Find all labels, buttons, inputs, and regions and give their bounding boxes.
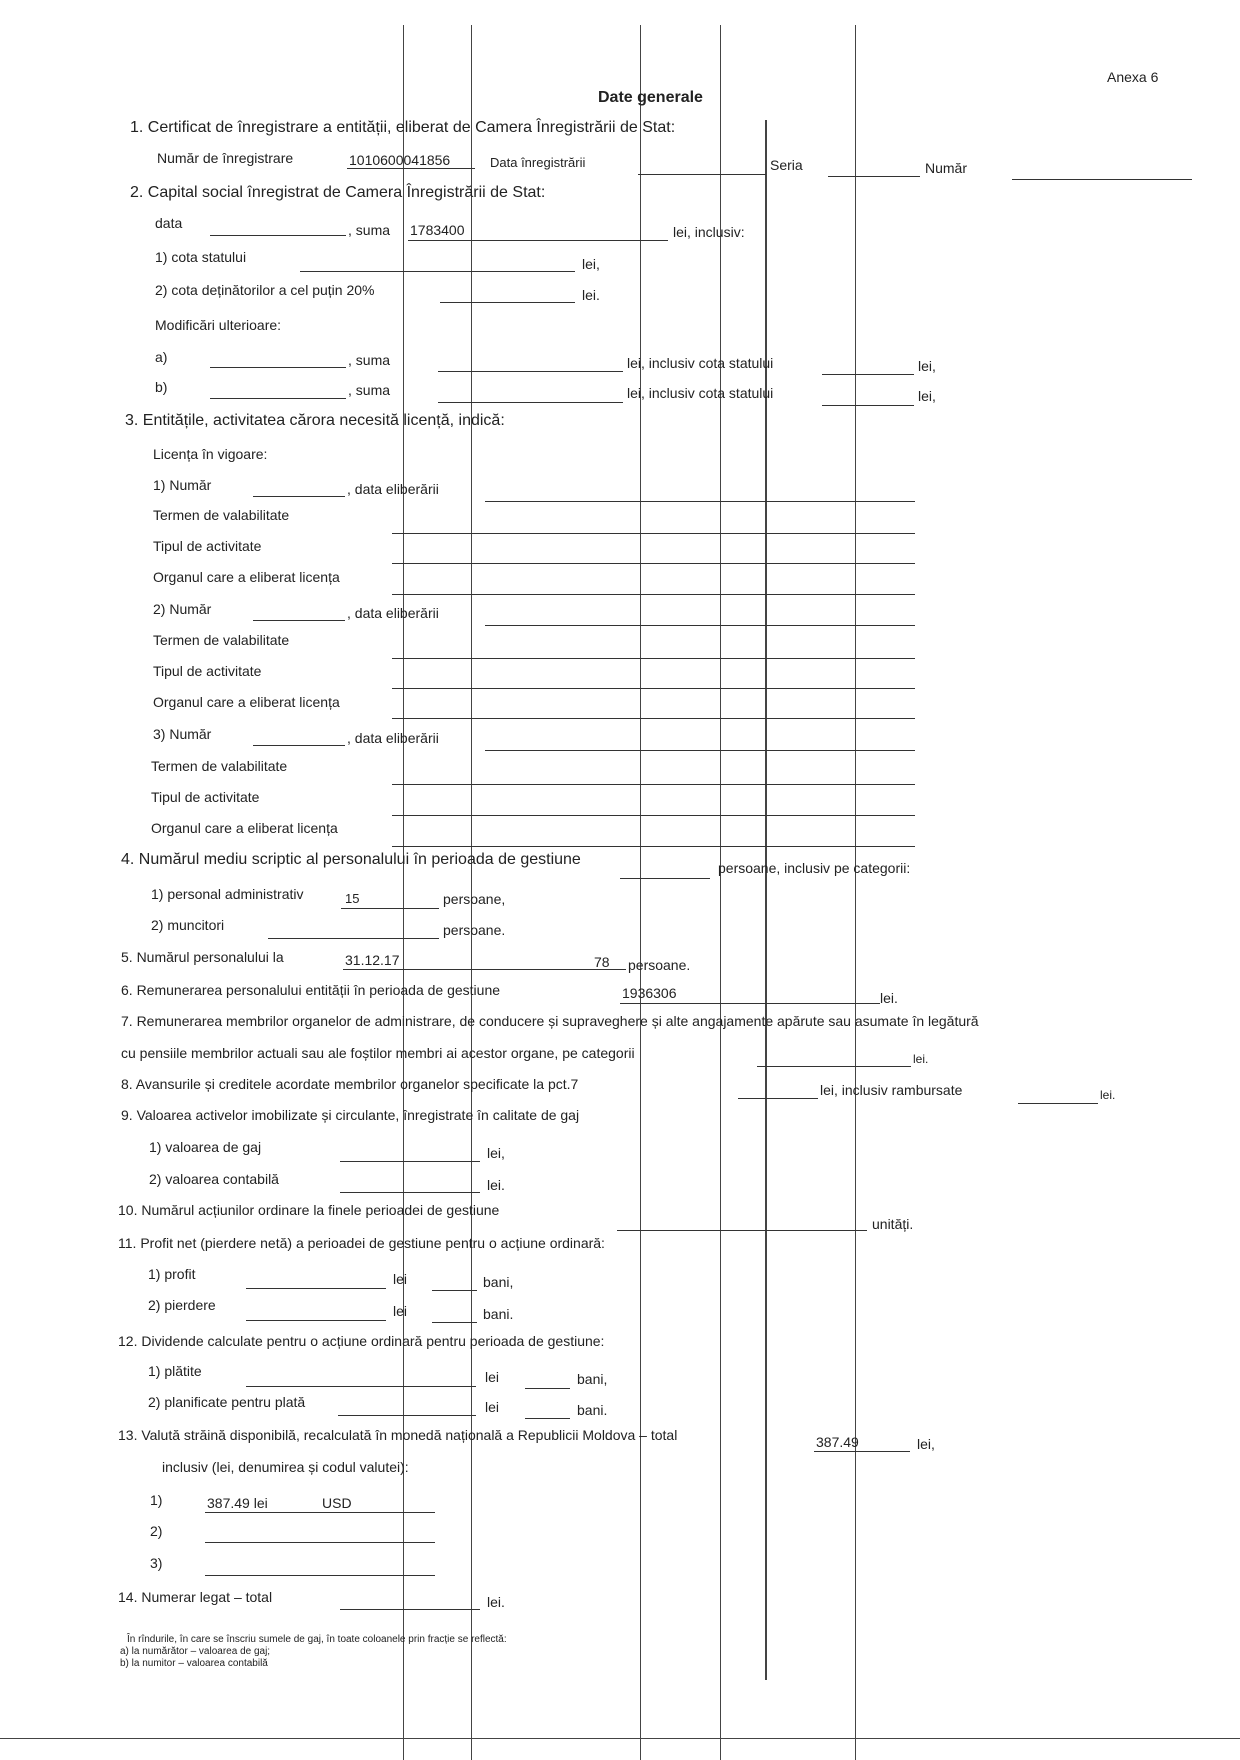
dividends-planned-bani-unit: bani. xyxy=(577,1402,608,1418)
capital-sum-value: 1783400 xyxy=(410,222,465,238)
dividends-paid-bani-field[interactable] xyxy=(525,1388,570,1389)
license-1-org-field[interactable] xyxy=(392,594,915,595)
license-3-type-field[interactable] xyxy=(392,815,915,816)
license-1-date-label: , data eliberării xyxy=(347,481,439,497)
scan-line xyxy=(720,25,721,1760)
license-2-date-field[interactable] xyxy=(485,625,915,626)
currency-row-2-field[interactable] xyxy=(205,1542,435,1543)
change-a-date-field[interactable] xyxy=(210,367,346,368)
registration-number-label: Număr de înregistrare xyxy=(157,150,294,166)
number-field[interactable] xyxy=(1012,179,1192,180)
section-13-title: 13. Valută străină disponibilă, recalculată în monedă națională a Republicii Moldova – total xyxy=(118,1427,678,1443)
footnote-intro: În rîndurile, în care se înscriu sumele de gaj, în toate coloanele prin fracție se reflectă: xyxy=(127,1634,507,1645)
license-2-term-field[interactable] xyxy=(392,658,915,659)
section-10-title: 10. Numărul acțiunilor ordinare la finele perioadei de gestiune xyxy=(118,1202,500,1218)
profit-bani-unit: bani, xyxy=(483,1274,514,1290)
license-3-date-field[interactable] xyxy=(485,750,915,751)
section-1-title: 1. Certificat de înregistrare a entității, eliberat de Camera Înregistrării de Stat: xyxy=(130,119,676,136)
holders-share-unit: lei. xyxy=(582,287,600,303)
change-a-unit: lei, xyxy=(918,358,936,374)
license-in-force-label: Licența în vigoare: xyxy=(153,446,268,462)
holders-share-field[interactable] xyxy=(440,302,575,303)
section-7-title: 7. Remunerarea membrilor organelor de administrare, de conducere și supraveghere și alte angajamente apărute sau asumate în legătură xyxy=(121,1013,979,1029)
currency-row-3-field[interactable] xyxy=(205,1575,435,1576)
license-1-date-field[interactable] xyxy=(485,501,915,502)
loss-bani-unit: bani. xyxy=(483,1306,514,1322)
section-11-title: 11. Profit net (pierdere netă) a perioadei de gestiune pentru o acțiune ordinară: xyxy=(118,1235,605,1251)
currency-row-1-field[interactable] xyxy=(205,1512,435,1513)
change-a-state-label: lei, inclusiv cota statului xyxy=(627,355,774,371)
foreign-currency-unit: lei, xyxy=(917,1436,935,1452)
profit-lei-unit: lei xyxy=(393,1271,408,1287)
license-2-org-label: Organul care a eliberat licența xyxy=(153,694,340,710)
dividends-paid-lei-unit: lei xyxy=(485,1369,500,1385)
book-value-label: 2) valoarea contabilă xyxy=(149,1171,279,1187)
license-3-date-label: , data eliberării xyxy=(347,730,439,746)
series-field[interactable] xyxy=(828,176,920,177)
license-2-type-field[interactable] xyxy=(392,688,915,689)
license-2-term-label: Termen de valabilitate xyxy=(153,632,290,648)
admin-staff-value: 15 xyxy=(345,891,360,906)
capital-sum-label: , suma xyxy=(348,222,391,238)
section-5-title: 5. Numărul personalului la xyxy=(121,949,284,965)
shares-count-field[interactable] xyxy=(617,1230,867,1231)
scan-line xyxy=(0,1738,1240,1739)
registration-number-value: 1010600041856 xyxy=(349,152,451,168)
state-share-field[interactable] xyxy=(300,271,575,272)
scan-line xyxy=(403,25,404,1760)
license-2-number-label: 2) Număr xyxy=(153,601,212,617)
currency-row-2-label: 2) xyxy=(150,1523,163,1539)
license-3-number-field[interactable] xyxy=(253,745,345,746)
currency-row-1-code: USD xyxy=(322,1495,352,1511)
series-label: Seria xyxy=(770,157,803,173)
pledge-value-label: 1) valoarea de gaj xyxy=(149,1139,262,1155)
license-3-term-field[interactable] xyxy=(392,784,915,785)
license-3-org-label: Organul care a eliberat licența xyxy=(151,820,338,836)
capital-date-field[interactable] xyxy=(210,235,346,236)
dividends-paid-lei-field[interactable] xyxy=(246,1386,476,1387)
profit-label: 1) profit xyxy=(148,1266,196,1282)
foreign-currency-total-field[interactable] xyxy=(814,1451,910,1452)
license-1-type-field[interactable] xyxy=(392,563,915,564)
license-1-number-label: 1) Număr xyxy=(153,477,212,493)
state-share-unit: lei, xyxy=(582,256,600,272)
change-b-unit: lei, xyxy=(918,388,936,404)
profit-lei-field[interactable] xyxy=(246,1288,386,1289)
remuneration-value: 1936306 xyxy=(622,985,677,1001)
pledge-value-unit: lei, xyxy=(487,1145,505,1161)
dividends-planned-bani-field[interactable] xyxy=(525,1418,570,1419)
section-14-title: 14. Numerar legat – total xyxy=(118,1589,273,1605)
staff-count-unit: persoane. xyxy=(628,957,691,973)
section-4-title: 4. Numărul mediu scriptic al personalului în perioada de gestiune xyxy=(121,851,581,868)
staff-count-value: 78 xyxy=(594,954,610,970)
license-3-org-field[interactable] xyxy=(392,846,915,847)
footnote-a: a) la numărător – valoarea de gaj; xyxy=(120,1646,271,1657)
currency-inclusive-label: inclusiv (lei, denumirea și codul valutei): xyxy=(162,1459,409,1475)
book-value-unit: lei. xyxy=(487,1177,505,1193)
dividends-planned-lei-field[interactable] xyxy=(338,1415,476,1416)
bound-cash-field[interactable] xyxy=(340,1609,480,1610)
change-b-state-field[interactable] xyxy=(822,405,914,406)
currency-row-3-label: 3) xyxy=(150,1555,163,1571)
change-a-sum-label: , suma xyxy=(348,352,391,368)
license-3-type-label: Tipul de activitate xyxy=(151,789,260,805)
license-1-number-field[interactable] xyxy=(253,496,345,497)
footnote-b: b) la numitor – valoarea contabilă xyxy=(120,1658,268,1669)
profit-bani-field[interactable] xyxy=(432,1290,477,1291)
later-changes-label: Modificări ulterioare: xyxy=(155,317,282,333)
capital-date-label: data xyxy=(155,215,183,231)
state-share-label: 1) cota statului xyxy=(155,249,247,265)
bound-cash-unit: lei. xyxy=(487,1594,505,1610)
loss-bani-field[interactable] xyxy=(432,1322,477,1323)
annex-label: Anexa 6 xyxy=(1107,69,1159,85)
registration-date-label: Data înregistrării xyxy=(490,155,586,170)
section-2-title: 2. Capital social înregistrat de Camera Înregistrării de Stat: xyxy=(130,184,546,201)
dividends-paid-label: 1) plătite xyxy=(148,1363,202,1379)
registration-number-field[interactable] xyxy=(347,168,475,169)
change-a-sum-field[interactable] xyxy=(438,371,623,372)
workers-label: 2) muncitori xyxy=(151,917,225,933)
license-1-term-field[interactable] xyxy=(392,533,915,534)
change-b-date-field[interactable] xyxy=(210,398,346,399)
section-8-title: 8. Avansurile și creditele acordate membrilor organelor specificate la pct.7 xyxy=(121,1076,579,1092)
section-9-title: 9. Valoarea activelor imobilizate și circulante, înregistrate în calitate de gaj xyxy=(121,1107,580,1123)
holders-share-label: 2) cota deținătorilor a cel puțin 20% xyxy=(155,282,375,298)
section-3-title: 3. Entitățile, activitatea cărora necesită licență, indică: xyxy=(125,412,505,429)
license-2-number-field[interactable] xyxy=(253,620,345,621)
number-label: Număr xyxy=(925,160,968,176)
book-value-field[interactable] xyxy=(340,1192,480,1193)
shares-count-unit: unități. xyxy=(872,1216,914,1232)
advances-inclusive-label: lei, inclusiv rambursate xyxy=(820,1082,963,1098)
section-7-continuation: cu pensiile membrilor actuali sau ale foștilor membri ai acestor organe, pe categorii xyxy=(121,1045,635,1061)
scan-line xyxy=(855,25,856,1760)
remuneration-unit: lei. xyxy=(880,990,898,1006)
reimbursed-field[interactable] xyxy=(1018,1103,1098,1104)
capital-sum-field[interactable] xyxy=(408,240,668,241)
average-staff-field[interactable] xyxy=(620,878,710,879)
foreign-currency-total-value: 387.49 xyxy=(816,1434,859,1450)
currency-row-1-label: 1) xyxy=(150,1492,163,1508)
capital-inclusive-label: lei, inclusiv: xyxy=(673,224,745,240)
license-3-term-label: Termen de valabilitate xyxy=(151,758,288,774)
page-title: Date generale xyxy=(598,89,703,106)
license-1-term-label: Termen de valabilitate xyxy=(153,507,290,523)
reimbursed-unit: lei. xyxy=(1100,1088,1116,1102)
license-2-org-field[interactable] xyxy=(392,718,915,719)
dividends-planned-lei-unit: lei xyxy=(485,1399,500,1415)
board-remuneration-unit: lei. xyxy=(913,1052,929,1066)
license-1-org-label: Organul care a eliberat licența xyxy=(153,569,340,585)
board-remuneration-field[interactable] xyxy=(757,1066,911,1067)
license-2-type-label: Tipul de activitate xyxy=(153,663,262,679)
pledge-value-field[interactable] xyxy=(340,1161,480,1162)
loss-lei-unit: lei xyxy=(393,1303,408,1319)
remuneration-field[interactable] xyxy=(620,1003,880,1004)
change-a-label: a) xyxy=(155,349,168,365)
section-12-title: 12. Dividende calculate pentru o acțiune ordinară pentru perioada de gestiune: xyxy=(118,1333,605,1349)
license-1-type-label: Tipul de activitate xyxy=(153,538,262,554)
dividends-planned-label: 2) planificate pentru plată xyxy=(148,1394,306,1410)
change-b-state-label: lei, inclusiv cota statului xyxy=(627,385,774,401)
registration-date-field[interactable] xyxy=(638,174,766,175)
scan-line xyxy=(765,120,767,1680)
workers-unit: persoane. xyxy=(443,922,506,938)
license-3-number-label: 3) Număr xyxy=(153,726,212,742)
advances-field[interactable] xyxy=(738,1098,818,1099)
dividends-paid-bani-unit: bani, xyxy=(577,1371,608,1387)
change-a-state-field[interactable] xyxy=(822,374,914,375)
scan-line xyxy=(640,25,641,1760)
license-2-date-label: , data eliberării xyxy=(347,605,439,621)
admin-staff-unit: persoane, xyxy=(443,891,506,907)
average-staff-unit: persoane, inclusiv pe categorii: xyxy=(718,860,911,876)
staff-date-field[interactable] xyxy=(343,969,626,970)
change-b-label: b) xyxy=(155,379,168,395)
loss-lei-field[interactable] xyxy=(246,1320,386,1321)
staff-date-value: 31.12.17 xyxy=(345,952,400,968)
change-b-sum-field[interactable] xyxy=(438,402,623,403)
workers-field[interactable] xyxy=(268,938,439,939)
admin-staff-label: 1) personal administrativ xyxy=(151,886,304,902)
section-6-title: 6. Remunerarea personalului entității în perioada de gestiune xyxy=(121,982,501,998)
change-b-sum-label: , suma xyxy=(348,382,391,398)
admin-staff-field[interactable] xyxy=(341,908,439,909)
loss-label: 2) pierdere xyxy=(148,1297,216,1313)
currency-row-1-value: 387.49 lei xyxy=(207,1495,268,1511)
